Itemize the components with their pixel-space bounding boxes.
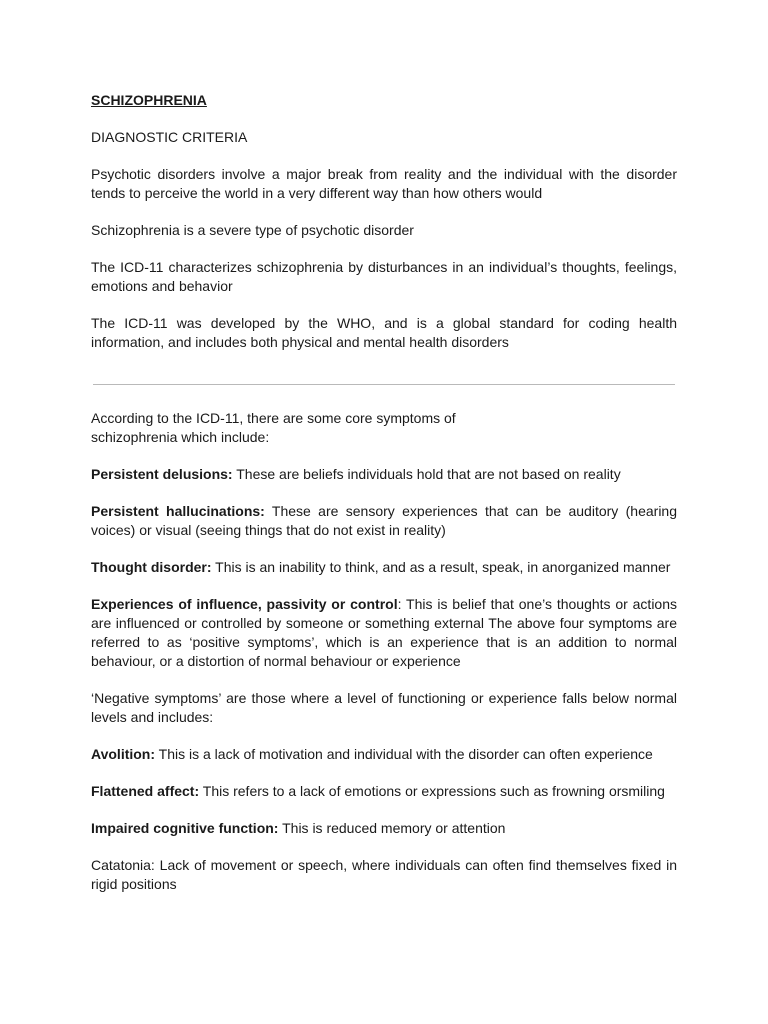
symptom-item — [91, 595, 677, 671]
symptom-item — [91, 502, 677, 540]
symptom-item — [91, 782, 677, 801]
negative-symptoms-intro: ‘Negative symptoms’ are those where a level of functioning or experience falls below normal levels and includes: — [91, 690, 677, 725]
catatonia-paragraph: Catatonia: Lack of movement or speech, where individuals can often find themselves fixed in rigid positions — [91, 857, 677, 892]
symptom-description: This is an inability to think, and as a result, speak, in anorganized manner — [211, 559, 671, 575]
intro-paragraph: The ICD-11 was developed by the WHO, and is a global standard for coding health information, and includes both physical and mental health disorders — [91, 315, 677, 350]
symptom-item — [91, 819, 677, 838]
symptom-label: Thought disorder: — [91, 559, 212, 575]
symptom-item — [91, 745, 677, 764]
document-title: SCHIZOPHRENIA — [91, 92, 207, 108]
horizontal-divider — [93, 384, 675, 385]
intro-paragraph: The ICD-11 characterizes schizophrenia by disturbances in an individual’s thoughts, feelings, emotions and behavior — [91, 259, 677, 294]
symptom-description: This is reduced memory or attention — [278, 820, 506, 836]
section-heading: DIAGNOSTIC CRITERIA — [91, 129, 248, 145]
symptom-item — [91, 465, 677, 484]
symptom-item — [91, 558, 677, 577]
symptom-description: These are beliefs individuals hold that are not based on reality — [232, 466, 621, 482]
intro-paragraph: Schizophrenia is a severe type of psychotic disorder — [91, 222, 414, 238]
symptom-description: These are sensory experiences that can be auditory (hearing voices) or visual (seeing things that do not exist in reality) — [91, 503, 677, 538]
symptom-description: This is a lack of motivation and individual with the disorder can often experience — [155, 746, 653, 762]
symptom-label: Flattened affect: — [91, 783, 200, 799]
symptom-description: This refers to a lack of emotions or expressions such as frowning orsmiling — [199, 783, 665, 799]
core-symptoms-intro: According to the ICD-11, there are some core symptoms of schizophrenia which include: — [91, 410, 456, 445]
document-body — [91, 91, 677, 894]
symptom-label: Persistent delusions: — [91, 466, 233, 482]
symptom-label: Persistent hallucinations: — [91, 503, 265, 519]
symptom-label: Avolition: — [91, 746, 156, 762]
symptom-label: Experiences of influence, passivity or control — [91, 596, 398, 612]
intro-paragraph: Psychotic disorders involve a major break from reality and the individual with the disorder tends to perceive the world in a very different way than how others would — [91, 166, 677, 201]
symptom-label: Impaired cognitive function: — [91, 820, 279, 836]
symptom-description: : This is belief that one’s thoughts or actions are influenced or controlled by someone or something external The above four symptoms are referred to as ‘positive symptoms’, which is an experience that is an addition to normal behaviour, or a distortion of normal behaviour or experience — [91, 596, 677, 669]
